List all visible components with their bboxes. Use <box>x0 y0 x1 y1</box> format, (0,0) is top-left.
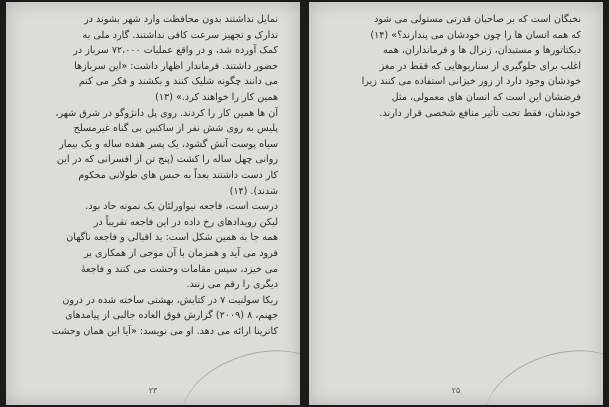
page-curl-shadow <box>170 333 300 405</box>
text-line: آن ها همین کار را کردند. روی پل دانژوگو در شرق شهر، <box>55 107 278 119</box>
right-page <box>309 2 603 405</box>
text-line: اغلب برای جلوگیری از سناریوهایی که فقط در مغز <box>379 60 581 72</box>
text-line: فرضشان این است که انسان های معمولی، مثل <box>391 91 581 103</box>
right-page-number: ۲۵ <box>451 386 461 395</box>
text-line: شدند). (۱۴) <box>229 185 278 197</box>
text-line: کمک آورده شد، و در واقع عملیات ۷۲،۰۰۰ سرباز در <box>73 45 278 57</box>
text-line: ربکا سولنیت ۷ در کتابش، بهشتی ساخته شده در درون <box>62 294 278 306</box>
left-page <box>6 2 300 405</box>
text-line: جهنم، ۸ (۲۰۰۹) گزارش فوق العاده جالبی از پیامدهای <box>65 310 278 322</box>
text-line: فرود می آید و همزمان با آن موجی از همکاری بر <box>84 247 278 259</box>
text-line: تدارک و تجهیز سرعت کافی نداشتند. گارد ملی به <box>82 29 278 41</box>
text-line: سیاه پوست آتش گشود، یک پسر هفده ساله و یک بیمار <box>59 138 278 150</box>
left-page-number: ۲۳ <box>148 386 158 395</box>
text-line: دیگری را رقم می زنند. <box>186 279 278 291</box>
text-line: می دانند چگونه شلیک کنند و بکشند و فکر می کنم <box>78 76 278 88</box>
text-line: حضور داشتند. فرماندار اظهار داشت: «این سربازها <box>74 60 278 72</box>
text-line: خودشان، فقط تحت تأثیر منافع شخصی قرار دارند. <box>379 107 581 119</box>
text-line: روانی چهل ساله را کشت (پنج تن از افسرانی که در این <box>56 154 278 166</box>
page-curl-shadow <box>473 333 603 405</box>
text-line: می خیزد، سپس مقامات وحشت می کنند و فاجعهٔ <box>80 263 278 275</box>
text-line: کار دست داشتند بعداً به حبس های طولانی محکوم <box>78 169 278 181</box>
text-line: پلیس به روی شش نفر از ساکنین بی گناه غیرمسلح <box>73 123 278 135</box>
left-page-text <box>34 12 278 339</box>
text-line: نمایل نداشتند بدون محافظت وارد شهر بشوند در <box>84 14 278 25</box>
text-line: که همه انسان ها را چون خودشان می پندارند؟» (۱۴) <box>370 29 581 41</box>
text-line: نخبگان است که بر صاحبان قدرتی مستولی می شود <box>374 14 581 25</box>
text-line: لیکن رویدادهای رخ داده در این فاجعه تقریباً در <box>93 216 278 228</box>
right-page-text <box>337 12 581 121</box>
text-line: کاترینا ارائه می دهد. او می نویسد: «آیا این همان وحشت <box>51 325 278 337</box>
text-line: دیکتاتورها و مستبدان، ژنرال ها و فرمانداران، همه <box>383 45 581 57</box>
text-line: همین کار را خواهند کرد.» (۱۳) <box>155 91 278 103</box>
text-line: خودشان وجود دارد از زور خیزانی استفاده می کنند زیرا <box>361 76 581 88</box>
text-line: همه جا به همین شکل است: بد اقبالی و فاجعه ناگهان <box>66 232 278 244</box>
text-line: درست است، فاجعه نیواورلئان یک نمونه حاد بود. <box>85 201 278 213</box>
